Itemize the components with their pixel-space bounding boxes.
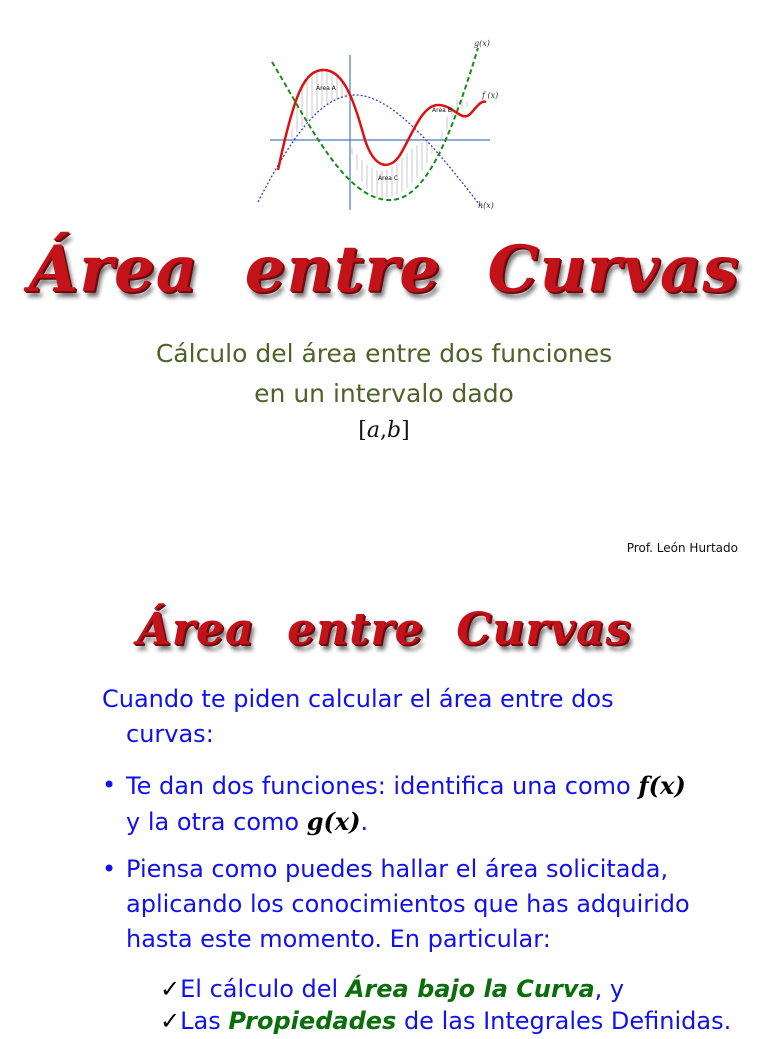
interval-open-bracket: [ [358, 418, 367, 443]
interval-close-bracket: ] [401, 418, 410, 443]
intro-line-2: curvas: [126, 720, 214, 748]
subtitle-line-2: en un intervalo dado [254, 379, 514, 408]
label-f: f (x) [482, 91, 499, 100]
subtitle-line-1: Cálculo del área entre dos funciones [155, 339, 613, 368]
interval-a: a [366, 418, 381, 443]
bullet-1-text-2: y la otra como [126, 808, 307, 836]
label-area-b: Área B [432, 107, 452, 114]
area-c-region [350, 142, 435, 198]
bullet-1-line-2 [102, 804, 722, 840]
area-a-region [290, 68, 355, 140]
intro-line-1: Cuando te piden calcular el área entre dos [102, 685, 614, 713]
bullet-2 [102, 852, 722, 957]
check-1-text-2: , y [594, 975, 625, 1003]
area-between-curves-graph [250, 30, 510, 215]
label-area-a: Área A [316, 85, 336, 92]
check-item-1 [160, 972, 720, 1007]
function-g-label: g(x) [306, 807, 361, 836]
check-2-emphasis: Propiedades [228, 1007, 397, 1035]
interval-notation [0, 418, 768, 443]
check-icon: ✓ [160, 1007, 181, 1035]
check-2-text-1: Las [180, 1007, 229, 1035]
bullet-2-dot: • [102, 855, 117, 883]
check-1-text-1: El cálculo del [180, 975, 346, 1003]
check-item-2 [160, 1004, 732, 1039]
bullet-2-line-2: aplicando los conocimientos que has adquirido [126, 890, 690, 918]
bullet-2-line-3: hasta este momento. En particular: [126, 925, 551, 953]
label-g: g(x) [474, 39, 490, 48]
check-icon: ✓ [160, 975, 181, 1003]
function-f-label: f(x) [638, 771, 686, 800]
slide-1-title: Área entre Curvas [28, 232, 740, 307]
interval-comma: , [380, 418, 388, 443]
label-h: h(x) [478, 201, 494, 210]
slide-2-title: Área entre Curvas [136, 604, 632, 655]
check-2-text-2: de las Integrales Definidas. [396, 1007, 732, 1035]
bullet-1-text-1: Te dan dos funciones: identifica una como [126, 772, 639, 800]
author-credit: Prof. León Hurtado [626, 541, 738, 555]
interval-b: b [387, 418, 402, 443]
bullet-1-end: . [360, 808, 369, 836]
bullet-1-line-1 [102, 768, 722, 804]
bullet-1 [102, 768, 722, 840]
bullet-1-dot: • [102, 771, 117, 799]
label-area-c: Área C [378, 175, 398, 182]
check-1-emphasis: Área bajo la Curva [345, 975, 595, 1003]
bullet-2-line-1: Piensa como puedes hallar el área solicitada, [126, 855, 669, 883]
